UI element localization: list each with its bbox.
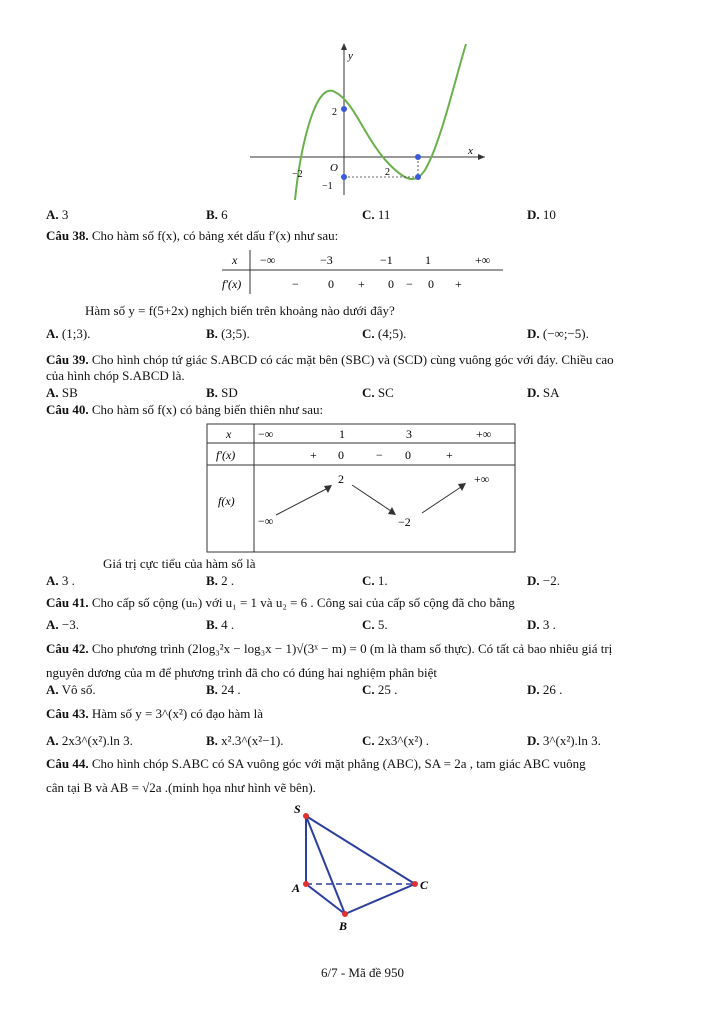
q41-option-d[interactable]: D. 3 . — [527, 617, 556, 632]
q38-sign-1: − — [292, 277, 299, 291]
tick-x2: 2 — [385, 167, 390, 178]
function-graph — [240, 40, 490, 200]
q39-stem-line1: Câu 39. Cho hình chóp tứ giác S.ABCD có các mặt bên (SBC) và (SCD) cùng vuông góc với đáy. Chiều cao — [46, 352, 614, 367]
q37-option-a[interactable]: A. 3 — [46, 207, 69, 222]
q43-option-b[interactable]: B. x².3^(x²−1). — [206, 733, 284, 748]
q39-stem-line2: của hình chóp S.ABCD là. — [46, 368, 185, 383]
point-a-label: A — [292, 881, 301, 895]
q43-option-c[interactable]: C. 2x3^(x²) . — [362, 733, 430, 748]
q40-question: Giá trị cực tiểu của hàm số là — [103, 556, 256, 571]
q39-option-a[interactable]: A. SB — [46, 385, 78, 400]
q40-x-1: 1 — [339, 427, 345, 441]
q41-option-c[interactable]: C. 5. — [362, 617, 388, 632]
q42-option-d[interactable]: D. 26 . — [527, 682, 563, 697]
q40-f-start: −∞ — [258, 514, 274, 528]
q38-option-d[interactable]: D. (−∞;−5). — [527, 326, 589, 341]
q38-sign-5: − — [406, 277, 413, 291]
q40-x-neginf: −∞ — [258, 427, 274, 441]
q38-question: Hàm số y = f(5+2x) nghịch biến trên khoảng nào dưới đây? — [85, 303, 395, 318]
q44-stem-line2: cân tại B và AB = √2a .(minh họa như hình vẽ bên). — [46, 780, 316, 795]
q40-fp-head: f′(x) — [216, 448, 236, 462]
q40-f-min: −2 — [398, 515, 411, 529]
q38-stem: Câu 38. Cho hàm số f(x), có bảng xét dấu f′(x) như sau: — [46, 228, 339, 243]
q38-x-neg1: −1 — [380, 253, 393, 267]
q38-sign-6: 0 — [428, 277, 434, 291]
q42-option-a[interactable]: A. Vô số. — [46, 682, 96, 697]
q40-option-b[interactable]: B. 2 . — [206, 573, 235, 588]
q43-option-a[interactable]: A. 2x3^(x²).ln 3. — [46, 733, 133, 748]
q41-option-a[interactable]: A. −3. — [46, 617, 79, 632]
q38-x-posinf: +∞ — [475, 253, 491, 267]
x-axis-label: x — [468, 145, 473, 157]
q38-fp-head: f′(x) — [222, 277, 242, 291]
q37-option-d[interactable]: D. 10 — [527, 207, 556, 222]
q38-sign-2: 0 — [328, 277, 334, 291]
q40-option-c[interactable]: C. 1. — [362, 573, 388, 588]
q38-x-1: 1 — [425, 253, 431, 267]
q39-option-c[interactable]: C. SC — [362, 385, 394, 400]
q42-stem-line1: Câu 42. Cho phương trình (2log₃²x − log₃x − 1)√(3ˣ − m) = 0 (m là tham số thực). Có tất cả bao nhiêu giá trị — [46, 641, 613, 656]
q40-f-end: +∞ — [474, 472, 490, 486]
q39-option-b[interactable]: B. SD — [206, 385, 238, 400]
q44-stem-line1: Câu 44. Cho hình chóp S.ABC có SA vuông góc với mặt phẳng (ABC), SA = 2a , tam giác ABC vuông — [46, 756, 586, 771]
q40-f-head: f(x) — [218, 494, 235, 508]
q42-option-b[interactable]: B. 24 . — [206, 682, 241, 697]
q40-fp-sign-4: 0 — [405, 448, 411, 462]
tick-neg2: −2 — [292, 169, 303, 180]
q41-option-b[interactable]: B. 4 . — [206, 617, 235, 632]
q43-stem: Câu 43. Hàm số y = 3^(x²) có đạo hàm là — [46, 706, 263, 721]
q42-option-c[interactable]: C. 25 . — [362, 682, 398, 697]
q38-sign-7: + — [455, 277, 462, 291]
y-axis-label: y — [348, 50, 353, 62]
q38-x-head: x — [232, 253, 238, 267]
point-b-label: B — [339, 919, 348, 933]
q40-variation-table — [206, 423, 518, 555]
q40-x-3: 3 — [406, 427, 412, 441]
q40-option-a[interactable]: A. 3 . — [46, 573, 75, 588]
point-c-label: C — [420, 878, 429, 892]
q40-fp-sign-1: + — [310, 448, 317, 462]
page-footer: 6/7 - Mã đề 950 — [320, 965, 405, 980]
q38-option-b[interactable]: B. (3;5). — [206, 326, 250, 341]
point-s-label: S — [294, 802, 301, 816]
q40-fp-sign-2: 0 — [338, 448, 344, 462]
q40-fp-sign-3: − — [376, 448, 383, 462]
q43-option-d[interactable]: D. 3^(x²).ln 3. — [527, 733, 601, 748]
q38-option-c[interactable]: C. (4;5). — [362, 326, 407, 341]
q40-f-max: 2 — [338, 472, 344, 486]
q38-x-neginf: −∞ — [260, 253, 276, 267]
q37-option-c[interactable]: C. 11 — [362, 207, 391, 222]
q40-x-head: x — [226, 427, 232, 441]
q37-option-b[interactable]: B. 6 — [206, 207, 228, 222]
q40-option-d[interactable]: D. −2. — [527, 573, 560, 588]
tick-2: 2 — [332, 107, 337, 118]
q40-fp-sign-5: + — [446, 448, 453, 462]
q38-x-neg3: −3 — [320, 253, 333, 267]
q40-stem: Câu 40. Cho hàm số f(x) có bảng biến thiên như sau: — [46, 402, 324, 417]
q42-stem-line2: nguyên dương của m để phương trình đã cho có đúng hai nghiệm phân biệt — [46, 665, 438, 680]
q38-option-a[interactable]: A. (1;3). — [46, 326, 91, 341]
q41-stem: Câu 41. Cho cấp số cộng (uₙ) với u₁ = 1 và u₂ = 6 . Công sai của cấp số cộng đã cho bằng — [46, 595, 515, 610]
origin-label: O — [330, 162, 338, 174]
q40-x-posinf: +∞ — [476, 427, 492, 441]
q39-option-d[interactable]: D. SA — [527, 385, 560, 400]
tick-neg1: −1 — [322, 181, 333, 192]
q38-sign-3: + — [358, 277, 365, 291]
pyramid-figure — [288, 800, 438, 935]
q38-sign-table — [220, 248, 505, 296]
q38-sign-4: 0 — [388, 277, 394, 291]
